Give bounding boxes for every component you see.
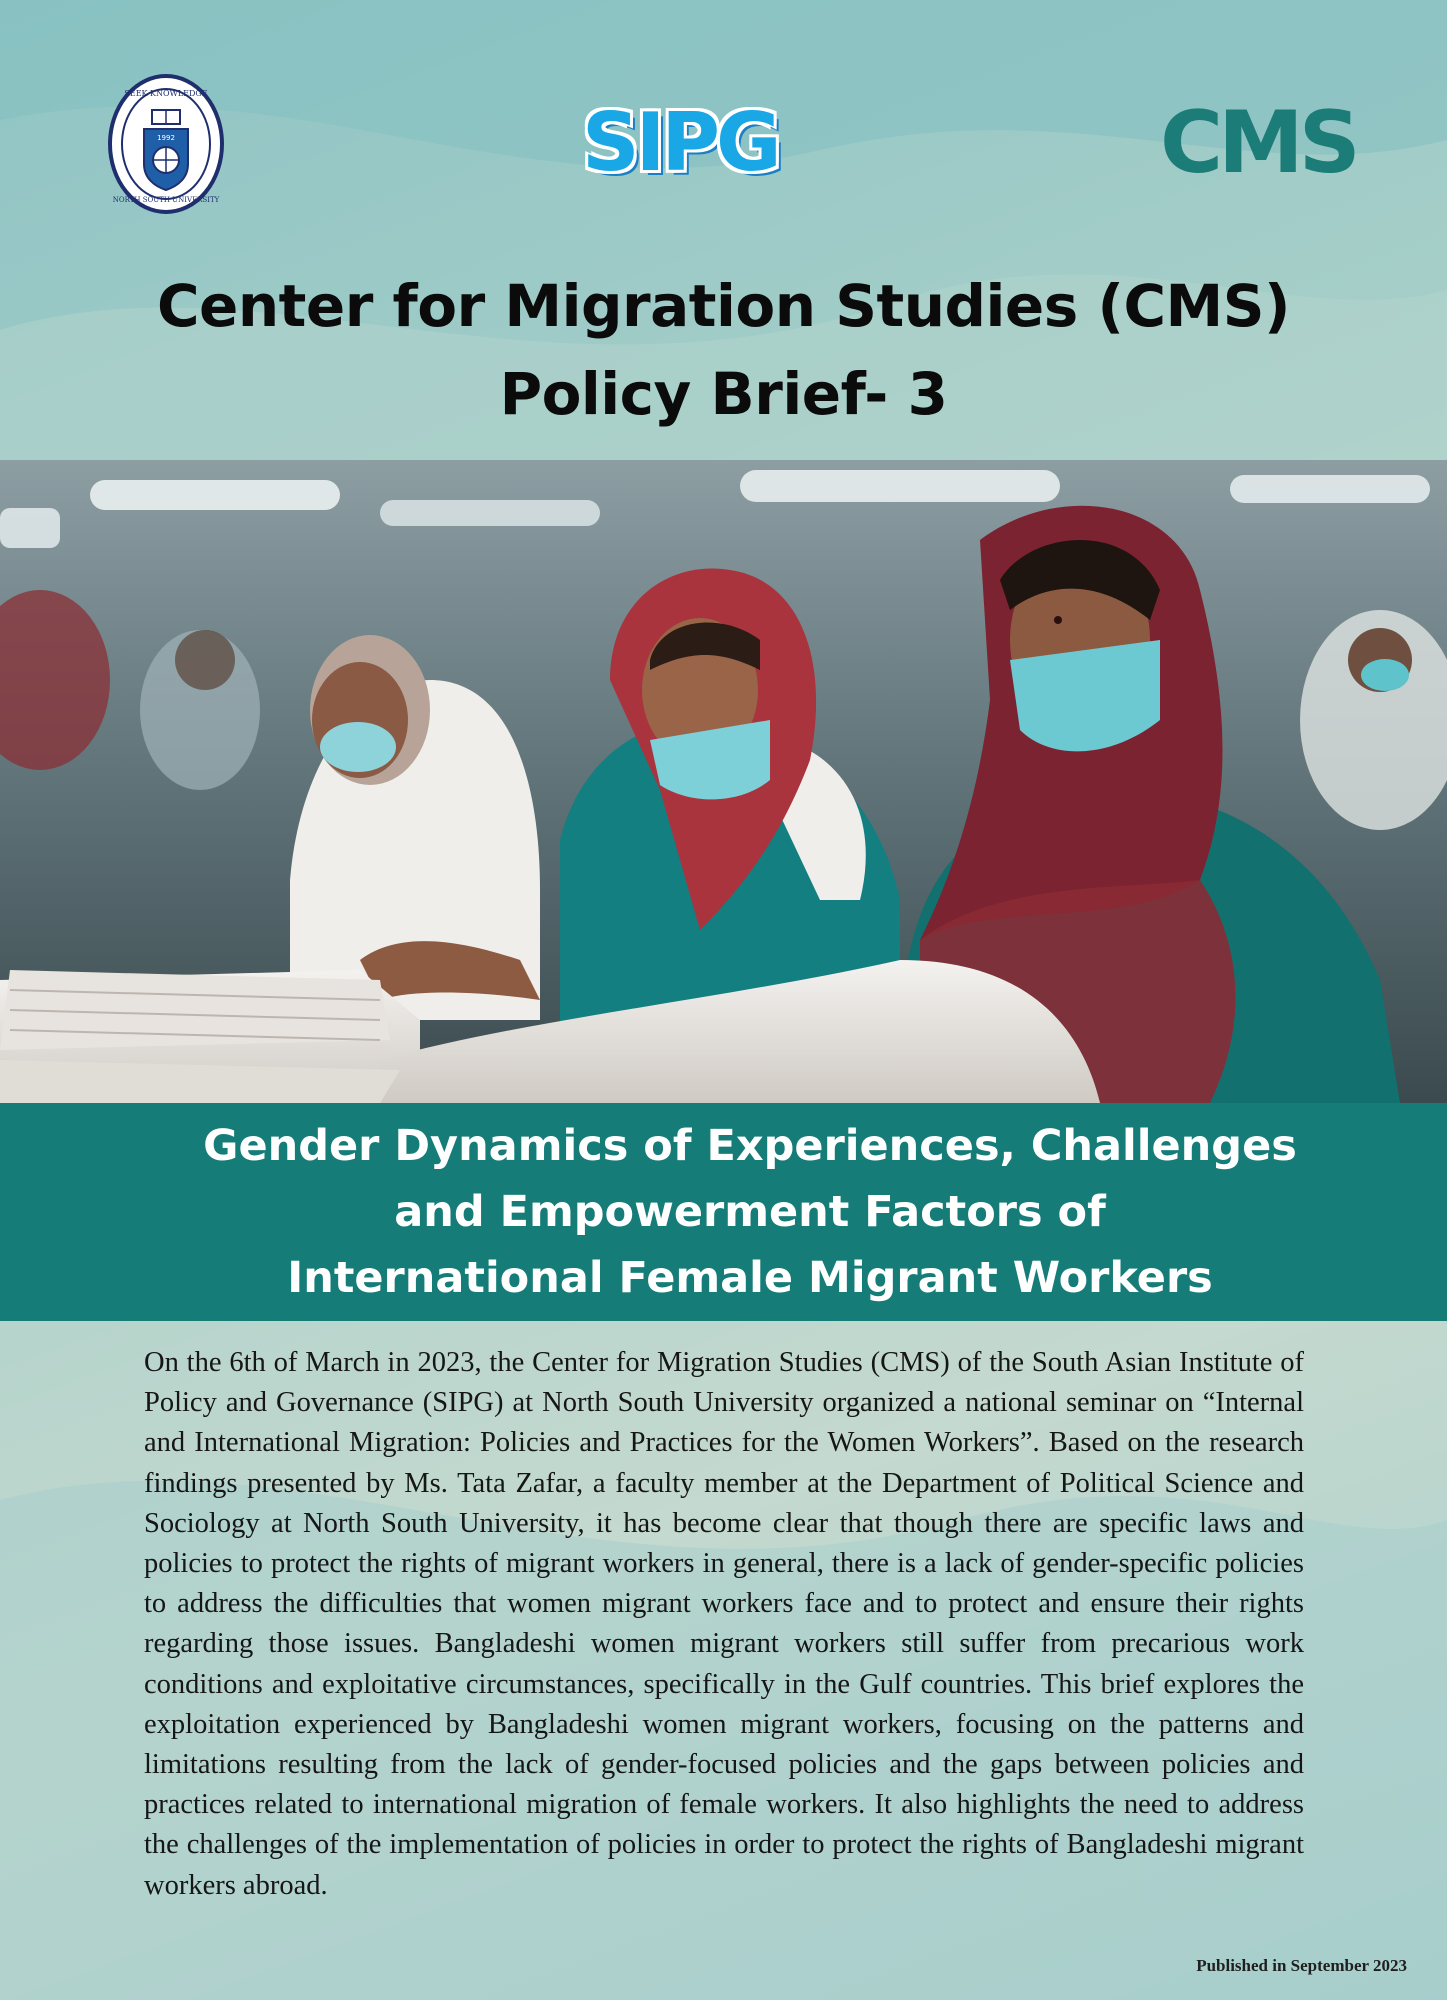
university-seal-icon [108, 74, 224, 214]
header [0, 0, 1447, 460]
seal-text-top: SEEK KNOWLEDGE [124, 89, 208, 98]
page-title [0, 262, 1447, 438]
sipg-logo: SIPG [582, 96, 778, 189]
title-line-1: Center for Migration Studies (CMS) [156, 272, 1291, 340]
article-title-line-3: International Female Migrant Workers [287, 1253, 1213, 1303]
seal-year: 1992 [157, 134, 175, 142]
summary-paragraph: On the 6th of March in 2023, the Center for Migration Studies (CMS) of the South Asian Institute of Policy and Governance (SIPG) at North South University organized a national seminar on “Internal and International Migration: Policies and Practices for the Women Workers”. Based on the research findings presented by Ms. Tata Zafar, a faculty member at the Department of Political Science and Sociology at North South University, it has become clear that though there are specific laws and policies to protect the rights of migrant workers in general, there is a lack of gender-specific policies to address the difficulties that women migrant workers face and to protect and ensure their rights regarding those issues. Bangladeshi women migrant workers still suffer from precarious work conditions and exploitative circumstances, specifically in the Gulf countries. This brief explores the exploitation experienced by Bangladeshi women migrant workers, focusing on the patterns and limitations resulting from the lack of gender-focused policies and the gaps between policies and practices related to international migration of female workers. It also highlights the need to address the challenges of the implementation of policies in order to protect the rights of Bangladeshi migrant workers abroad. [144, 1347, 1304, 1901]
seal-text-bottom: NORTH SOUTH UNIVERSITY [112, 196, 220, 204]
publication-date: Published in September 2023 [1196, 1956, 1407, 1975]
article-title-line-2: and Empowerment Factors of [394, 1187, 1106, 1237]
article-title [130, 1113, 1370, 1311]
cover-photo [0, 460, 1447, 1103]
article-title-banner [0, 1103, 1447, 1321]
title-line-2: Policy Brief- 3 [499, 360, 948, 428]
article-title-line-1: Gender Dynamics of Experiences, Challenges [203, 1121, 1297, 1171]
cms-logo: CMS [1160, 93, 1356, 193]
